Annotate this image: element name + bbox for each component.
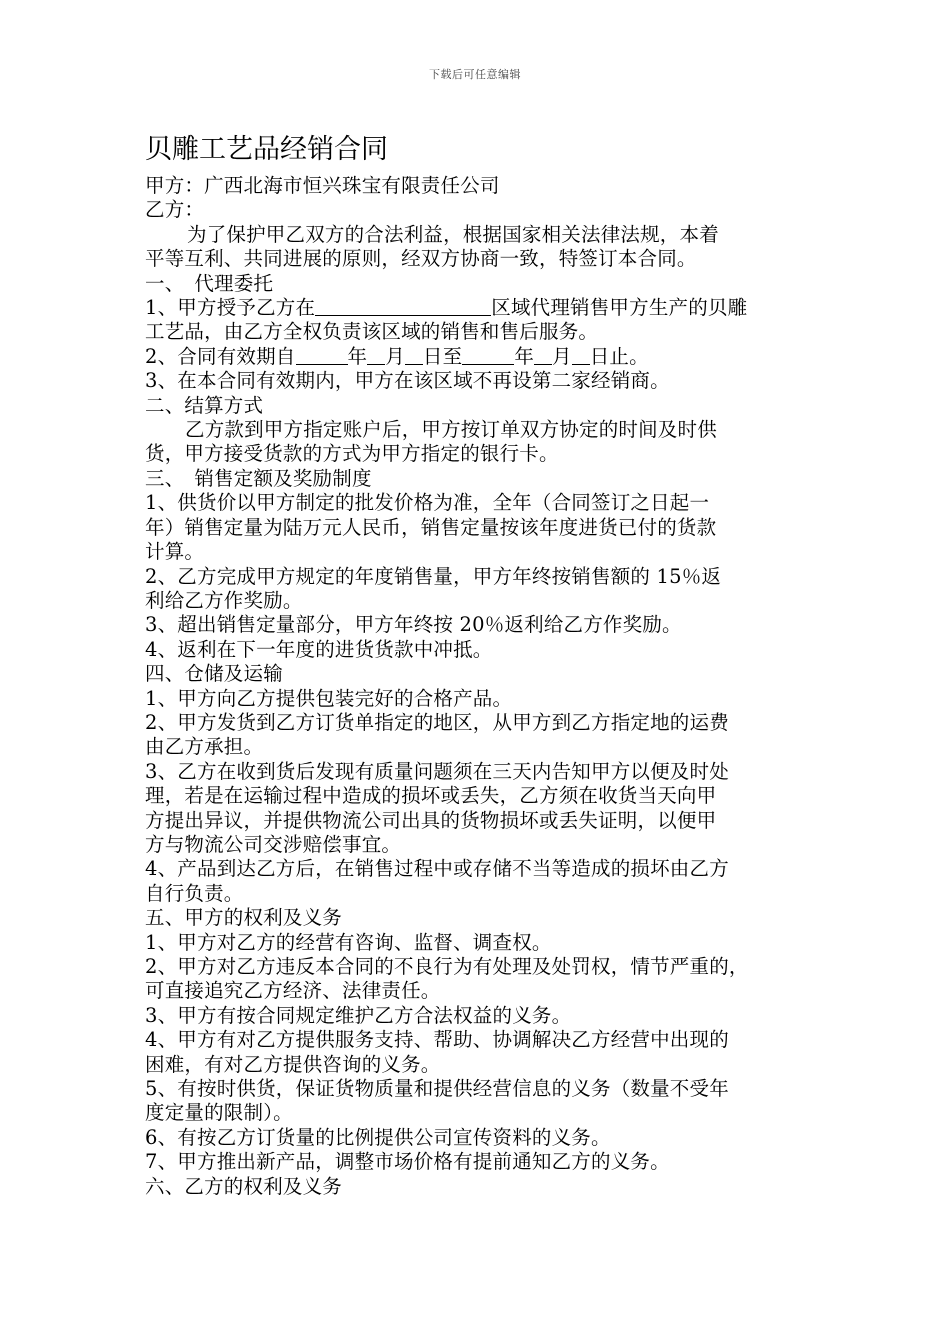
clause-text: 年 bbox=[347, 344, 368, 368]
section-heading: 五、甲方的权利及义务 bbox=[145, 906, 343, 930]
clause-line: 方与物流公司交涉赔偿事宜。 bbox=[145, 832, 402, 856]
clause-text: 区域代理销售甲方生产的贝雕 bbox=[491, 296, 748, 320]
section-heading: 六、乙方的权利及义务 bbox=[145, 1174, 343, 1198]
clause-line: 1、供货价以甲方制定的批发价格为准，全年（合同签订之日起一 bbox=[145, 491, 710, 515]
page-header-note: 下载后可任意编辑 bbox=[429, 68, 521, 81]
clause-text: 年 bbox=[514, 344, 535, 368]
section-heading: 一、 代理委托 bbox=[145, 271, 274, 295]
clause-line: 度定量的限制）。 bbox=[145, 1101, 293, 1125]
clause-line: 6、有按乙方订货量的比例提供公司宣传资料的义务。 bbox=[145, 1125, 611, 1149]
clause-line: 工艺品，由乙方全权负责该区域的销售和售后服务。 bbox=[145, 320, 599, 344]
clause-line: 理，若是在运输过程中造成的损坏或丢失，乙方须在收货当天向甲 bbox=[145, 784, 717, 808]
region-blank bbox=[315, 296, 491, 316]
clause-line: 3、甲方有按合同规定维护乙方合法权益的义务。 bbox=[145, 1003, 572, 1027]
clause-text: 月 bbox=[552, 344, 572, 368]
day-blank bbox=[405, 345, 423, 365]
clause-line: 3、超出销售定量部分，甲方年终按 20％返利给乙方作奖励。 bbox=[145, 613, 682, 637]
clause-line bbox=[145, 345, 825, 369]
clause-line: 利给乙方作奖励。 bbox=[145, 588, 303, 612]
clause-line: 1、甲方向乙方提供包装完好的合格产品。 bbox=[145, 686, 513, 710]
clause-line: 计算。 bbox=[145, 540, 205, 564]
clause-line: 自行负责。 bbox=[145, 881, 244, 905]
clause-line: 可直接追究乙方经济、法律责任。 bbox=[145, 979, 441, 1003]
clause-line: 方提出异议，并提供物流公司出具的货物损坏或丢失证明，以便甲 bbox=[145, 808, 717, 832]
section-heading: 三、 销售定额及奖励制度 bbox=[145, 466, 372, 490]
clause-line: 3、乙方在收到货后发现有质量问题须在三天内告知甲方以便及时处 bbox=[145, 759, 729, 783]
clause-text: 1、甲方授予乙方在 bbox=[145, 296, 316, 320]
party-b-line: 乙方： bbox=[145, 198, 205, 222]
clause-line: 年）销售定量为陆万元人民币，销售定量按该年度进货已付的货款 bbox=[145, 515, 717, 539]
clause-line: 货，甲方接受货款的方式为甲方指定的银行卡。 bbox=[145, 442, 559, 466]
section-heading: 二、结算方式 bbox=[145, 393, 264, 417]
intro-line: 为了保护甲乙双方的合法利益，根据国家相关法律法规，本着 bbox=[187, 222, 719, 246]
clause-line: 2、甲方对乙方违反本合同的不良行为有处理及处罚权，情节严重的， bbox=[145, 955, 749, 978]
section-heading: 四、仓储及运输 bbox=[145, 662, 283, 686]
year-blank bbox=[462, 345, 514, 365]
party-a-line: 甲方：广西北海市恒兴珠宝有限责任公司 bbox=[145, 174, 500, 197]
clause-line: 困难，有对乙方提供咨询的义务。 bbox=[145, 1052, 441, 1076]
clause-line: 2、甲方发货到乙方订货单指定的地区，从甲方到乙方指定地的运费 bbox=[145, 710, 729, 734]
month-blank bbox=[534, 345, 552, 365]
clause-line: 4、甲方有对乙方提供服务支持、帮助、协调解决乙方经营中出现的 bbox=[145, 1028, 729, 1052]
clause-line: 4、产品到达乙方后，在销售过程中或存储不当等造成的损坏由乙方 bbox=[145, 857, 729, 881]
clause-text: 月 bbox=[385, 344, 405, 368]
clause-line: 1、甲方对乙方的经营有咨询、监督、调查权。 bbox=[145, 930, 552, 954]
clause-line: 3、在本合同有效期内，甲方在该区域不再设第二家经销商。 bbox=[145, 369, 670, 393]
clause-text: 2、合同有效期自 bbox=[145, 344, 296, 368]
month-blank bbox=[367, 345, 385, 365]
clause-line: 4、返利在下一年度的进货货款中冲抵。 bbox=[145, 637, 493, 661]
clause-text: 日止。 bbox=[589, 344, 649, 368]
clause-line bbox=[145, 296, 825, 320]
clause-text: 日至 bbox=[422, 344, 463, 368]
year-blank bbox=[296, 345, 348, 365]
clause-line: 2、乙方完成甲方规定的年度销售量，甲方年终按销售额的 15％返 bbox=[145, 564, 722, 588]
document-title: 贝雕工艺品经销合同 bbox=[145, 134, 388, 165]
clause-line: 乙方款到甲方指定账户后，甲方按订单双方协定的时间及时供 bbox=[185, 418, 717, 442]
clause-line: 7、甲方推出新产品，调整市场价格有提前通知乙方的义务。 bbox=[145, 1150, 670, 1174]
intro-line: 平等互利、共同进展的原则，经双方协商一致，特签订本合同。 bbox=[145, 247, 697, 271]
clause-line: 由乙方承担。 bbox=[145, 735, 264, 759]
day-blank bbox=[572, 345, 590, 365]
contract-body bbox=[145, 130, 825, 1199]
clause-line: 5、有按时供货，保证货物质量和提供经营信息的义务（数量不受年 bbox=[145, 1077, 729, 1101]
